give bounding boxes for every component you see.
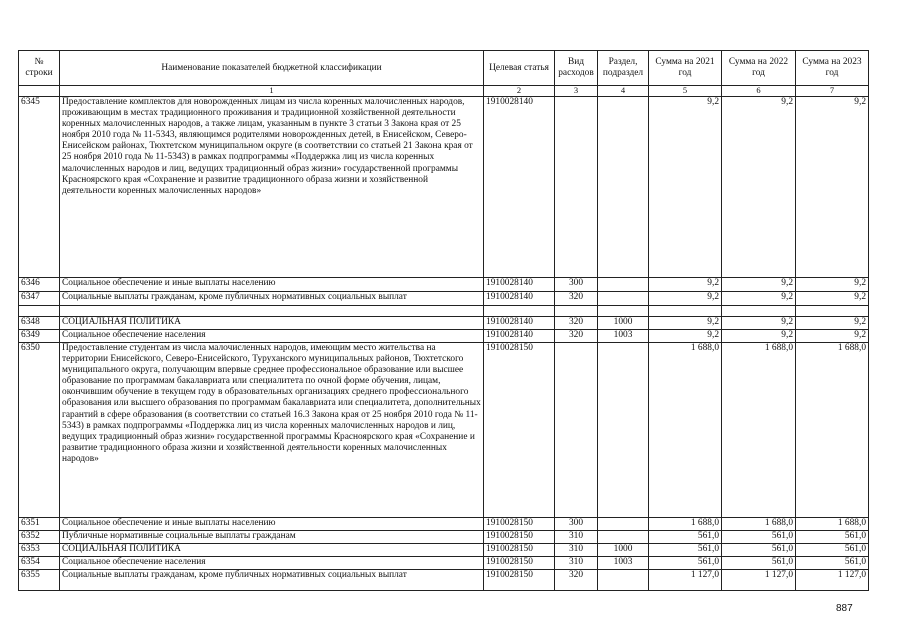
header-name: Наименование показателей бюджетной классификации bbox=[60, 51, 484, 86]
cell-sum-2021: 9,2 bbox=[649, 292, 722, 306]
column-number: 4 bbox=[598, 86, 649, 97]
cell-sum-2021: 1 127,0 bbox=[649, 570, 722, 591]
cell-sum-2022: 1 688,0 bbox=[722, 518, 796, 531]
cell-sum-2023: 9,2 bbox=[796, 317, 869, 330]
cell-section bbox=[598, 343, 649, 518]
cell-target: 1910028140 bbox=[484, 330, 555, 343]
cell-sum-2021: 561,0 bbox=[649, 531, 722, 544]
cell-sum-2023: 561,0 bbox=[796, 531, 869, 544]
cell-row-no: 6350 bbox=[19, 343, 60, 518]
cell-section bbox=[598, 97, 649, 278]
spacer-row bbox=[19, 306, 869, 317]
cell-kind: 300 bbox=[555, 278, 598, 292]
cell-target: 1910028150 bbox=[484, 570, 555, 591]
cell-target: 1910028150 bbox=[484, 343, 555, 518]
cell-sum-2023: 9,2 bbox=[796, 278, 869, 292]
cell-sum-2022: 9,2 bbox=[722, 278, 796, 292]
cell-name: Социальное обеспечение и иные выплаты населению bbox=[60, 278, 484, 292]
header-sum-2022: Сумма на 2022 год bbox=[722, 51, 796, 86]
cell-row-no: 6345 bbox=[19, 97, 60, 278]
table-row bbox=[19, 531, 869, 544]
cell-sum-2021: 9,2 bbox=[649, 330, 722, 343]
cell-name: Социальное обеспечение населения bbox=[60, 557, 484, 570]
cell-kind: 320 bbox=[555, 317, 598, 330]
cell-target: 1910028140 bbox=[484, 97, 555, 278]
cell-row-no: 6347 bbox=[19, 292, 60, 306]
cell-sum-2022: 561,0 bbox=[722, 544, 796, 557]
cell-name: Предоставление комплектов для новорожденных лицам из числа коренных малочисленных народов, проживающим в местах традиционного проживания и традиционной хозяйственной деятельности коренных малочисленных народов, а также лицам, указанным в пункте 3 статьи 3 Закона края от 25 ноября 2010 года № 11-5343, являющимся родителями новорожденных детей, в Енисейском, Северо-Енисейском районах, Тюхтетском муниципальном округе (в соответствии со статьей 21 Закона края от 25 ноября 2010 года № 11-5343) в рамках подпрограммы «Поддержка лиц из числа коренных малочисленных народов и лиц, ведущих традиционный образ жизни» государственной программы Красноярского края «Сохранение и развитие традиционного образа жизни и хозяйственной деятельности коренных малочисленных народов» bbox=[60, 97, 484, 278]
header-target: Целевая статья bbox=[484, 51, 555, 86]
cell-section: 1000 bbox=[598, 317, 649, 330]
cell-target: 1910028150 bbox=[484, 557, 555, 570]
spacer-cell bbox=[598, 306, 649, 317]
page-number: 887 bbox=[836, 603, 853, 614]
cell-sum-2021: 9,2 bbox=[649, 278, 722, 292]
cell-name: СОЦИАЛЬНАЯ ПОЛИТИКА bbox=[60, 317, 484, 330]
table-row bbox=[19, 570, 869, 591]
cell-kind: 310 bbox=[555, 557, 598, 570]
spacer-cell bbox=[796, 306, 869, 317]
cell-sum-2023: 561,0 bbox=[796, 557, 869, 570]
column-number: 6 bbox=[722, 86, 796, 97]
cell-target: 1910028140 bbox=[484, 317, 555, 330]
cell-kind: 320 bbox=[555, 570, 598, 591]
header-section: Раздел, подраздел bbox=[598, 51, 649, 86]
cell-section: 1003 bbox=[598, 330, 649, 343]
spacer-cell bbox=[484, 306, 555, 317]
spacer-cell bbox=[722, 306, 796, 317]
cell-row-no: 6349 bbox=[19, 330, 60, 343]
table-row bbox=[19, 278, 869, 292]
header-kind: Вид расходов bbox=[555, 51, 598, 86]
cell-sum-2022: 1 688,0 bbox=[722, 343, 796, 518]
column-numbers-row bbox=[19, 86, 869, 97]
cell-sum-2023: 9,2 bbox=[796, 292, 869, 306]
cell-section bbox=[598, 518, 649, 531]
budget-table bbox=[18, 50, 869, 591]
cell-kind: 310 bbox=[555, 531, 598, 544]
table-row bbox=[19, 97, 869, 278]
cell-row-no: 6353 bbox=[19, 544, 60, 557]
cell-name: Социальные выплаты гражданам, кроме публичных нормативных социальных выплат bbox=[60, 292, 484, 306]
cell-row-no: 6355 bbox=[19, 570, 60, 591]
cell-sum-2023: 1 688,0 bbox=[796, 343, 869, 518]
cell-name: СОЦИАЛЬНАЯ ПОЛИТИКА bbox=[60, 544, 484, 557]
table-row bbox=[19, 330, 869, 343]
cell-sum-2023: 9,2 bbox=[796, 330, 869, 343]
column-number: 7 bbox=[796, 86, 869, 97]
column-number: 1 bbox=[60, 86, 484, 97]
cell-section: 1000 bbox=[598, 544, 649, 557]
cell-name: Социальные выплаты гражданам, кроме публичных нормативных социальных выплат bbox=[60, 570, 484, 591]
cell-section: 1003 bbox=[598, 557, 649, 570]
cell-sum-2022: 9,2 bbox=[722, 317, 796, 330]
cell-name: Социальное обеспечение и иные выплаты населению bbox=[60, 518, 484, 531]
header-row-no: № строки bbox=[19, 51, 60, 86]
cell-name: Социальное обеспечение населения bbox=[60, 330, 484, 343]
cell-kind: 320 bbox=[555, 330, 598, 343]
spacer-cell bbox=[19, 306, 60, 317]
cell-target: 1910028150 bbox=[484, 544, 555, 557]
cell-section bbox=[598, 570, 649, 591]
cell-sum-2021: 9,2 bbox=[649, 97, 722, 278]
header-sum-2023: Сумма на 2023 год bbox=[796, 51, 869, 86]
cell-kind: 310 bbox=[555, 544, 598, 557]
cell-sum-2022: 561,0 bbox=[722, 557, 796, 570]
cell-target: 1910028150 bbox=[484, 518, 555, 531]
table-row bbox=[19, 544, 869, 557]
cell-kind bbox=[555, 343, 598, 518]
cell-row-no: 6354 bbox=[19, 557, 60, 570]
table-row bbox=[19, 343, 869, 518]
cell-sum-2021: 1 688,0 bbox=[649, 518, 722, 531]
cell-sum-2021: 1 688,0 bbox=[649, 343, 722, 518]
cell-row-no: 6346 bbox=[19, 278, 60, 292]
table-row bbox=[19, 518, 869, 531]
table-body bbox=[19, 97, 869, 591]
cell-row-no: 6348 bbox=[19, 317, 60, 330]
cell-section bbox=[598, 292, 649, 306]
cell-row-no: 6351 bbox=[19, 518, 60, 531]
cell-sum-2021: 9,2 bbox=[649, 317, 722, 330]
column-number: 3 bbox=[555, 86, 598, 97]
spacer-cell bbox=[60, 306, 484, 317]
column-number: 2 bbox=[484, 86, 555, 97]
column-number bbox=[19, 86, 60, 97]
cell-target: 1910028140 bbox=[484, 278, 555, 292]
table-row bbox=[19, 292, 869, 306]
cell-sum-2023: 1 127,0 bbox=[796, 570, 869, 591]
cell-section bbox=[598, 531, 649, 544]
cell-row-no: 6352 bbox=[19, 531, 60, 544]
cell-name: Предоставление студентам из числа малочисленных народов, имеющим место жительства на территории Енисейского, Северо-Енисейского, Туруханского муниципальных районов, Тюхтетского муниципального округа, получающим впервые среднее профессиональное образование или высшее образование по программам бакалавриата или специалитета по очной форме обучения, лицам, окончившим обучение в текущем году в образовательных организациях среднего профессионального образования или высшего образования по программам бакалавриата или специалитета, дополнительных гарантий в сфере образования (в соответствии со статьей 16.3 Закона края от 25 ноября 2010 года № 11-5343) в рамках подпрограммы «Поддержка лиц из числа коренных малочисленных народов и лиц, ведущих традиционный образ жизни» государственной программы Красноярского края «Сохранение и развитие традиционного образа жизни и хозяйственной деятельности коренных малочисленных народов» bbox=[60, 343, 484, 518]
cell-section bbox=[598, 278, 649, 292]
table-row bbox=[19, 557, 869, 570]
cell-sum-2022: 9,2 bbox=[722, 292, 796, 306]
cell-sum-2022: 9,2 bbox=[722, 330, 796, 343]
cell-target: 1910028140 bbox=[484, 292, 555, 306]
table-row bbox=[19, 317, 869, 330]
cell-sum-2023: 9,2 bbox=[796, 97, 869, 278]
spacer-cell bbox=[649, 306, 722, 317]
header-sum-2021: Сумма на 2021 год bbox=[649, 51, 722, 86]
header-row bbox=[19, 51, 869, 86]
cell-name: Публичные нормативные социальные выплаты гражданам bbox=[60, 531, 484, 544]
cell-sum-2023: 561,0 bbox=[796, 544, 869, 557]
column-number: 5 bbox=[649, 86, 722, 97]
cell-sum-2021: 561,0 bbox=[649, 557, 722, 570]
spacer-cell bbox=[555, 306, 598, 317]
cell-sum-2021: 561,0 bbox=[649, 544, 722, 557]
cell-sum-2022: 1 127,0 bbox=[722, 570, 796, 591]
cell-target: 1910028150 bbox=[484, 531, 555, 544]
cell-sum-2022: 561,0 bbox=[722, 531, 796, 544]
cell-kind: 320 bbox=[555, 292, 598, 306]
cell-sum-2023: 1 688,0 bbox=[796, 518, 869, 531]
cell-kind: 300 bbox=[555, 518, 598, 531]
cell-sum-2022: 9,2 bbox=[722, 97, 796, 278]
cell-kind bbox=[555, 97, 598, 278]
